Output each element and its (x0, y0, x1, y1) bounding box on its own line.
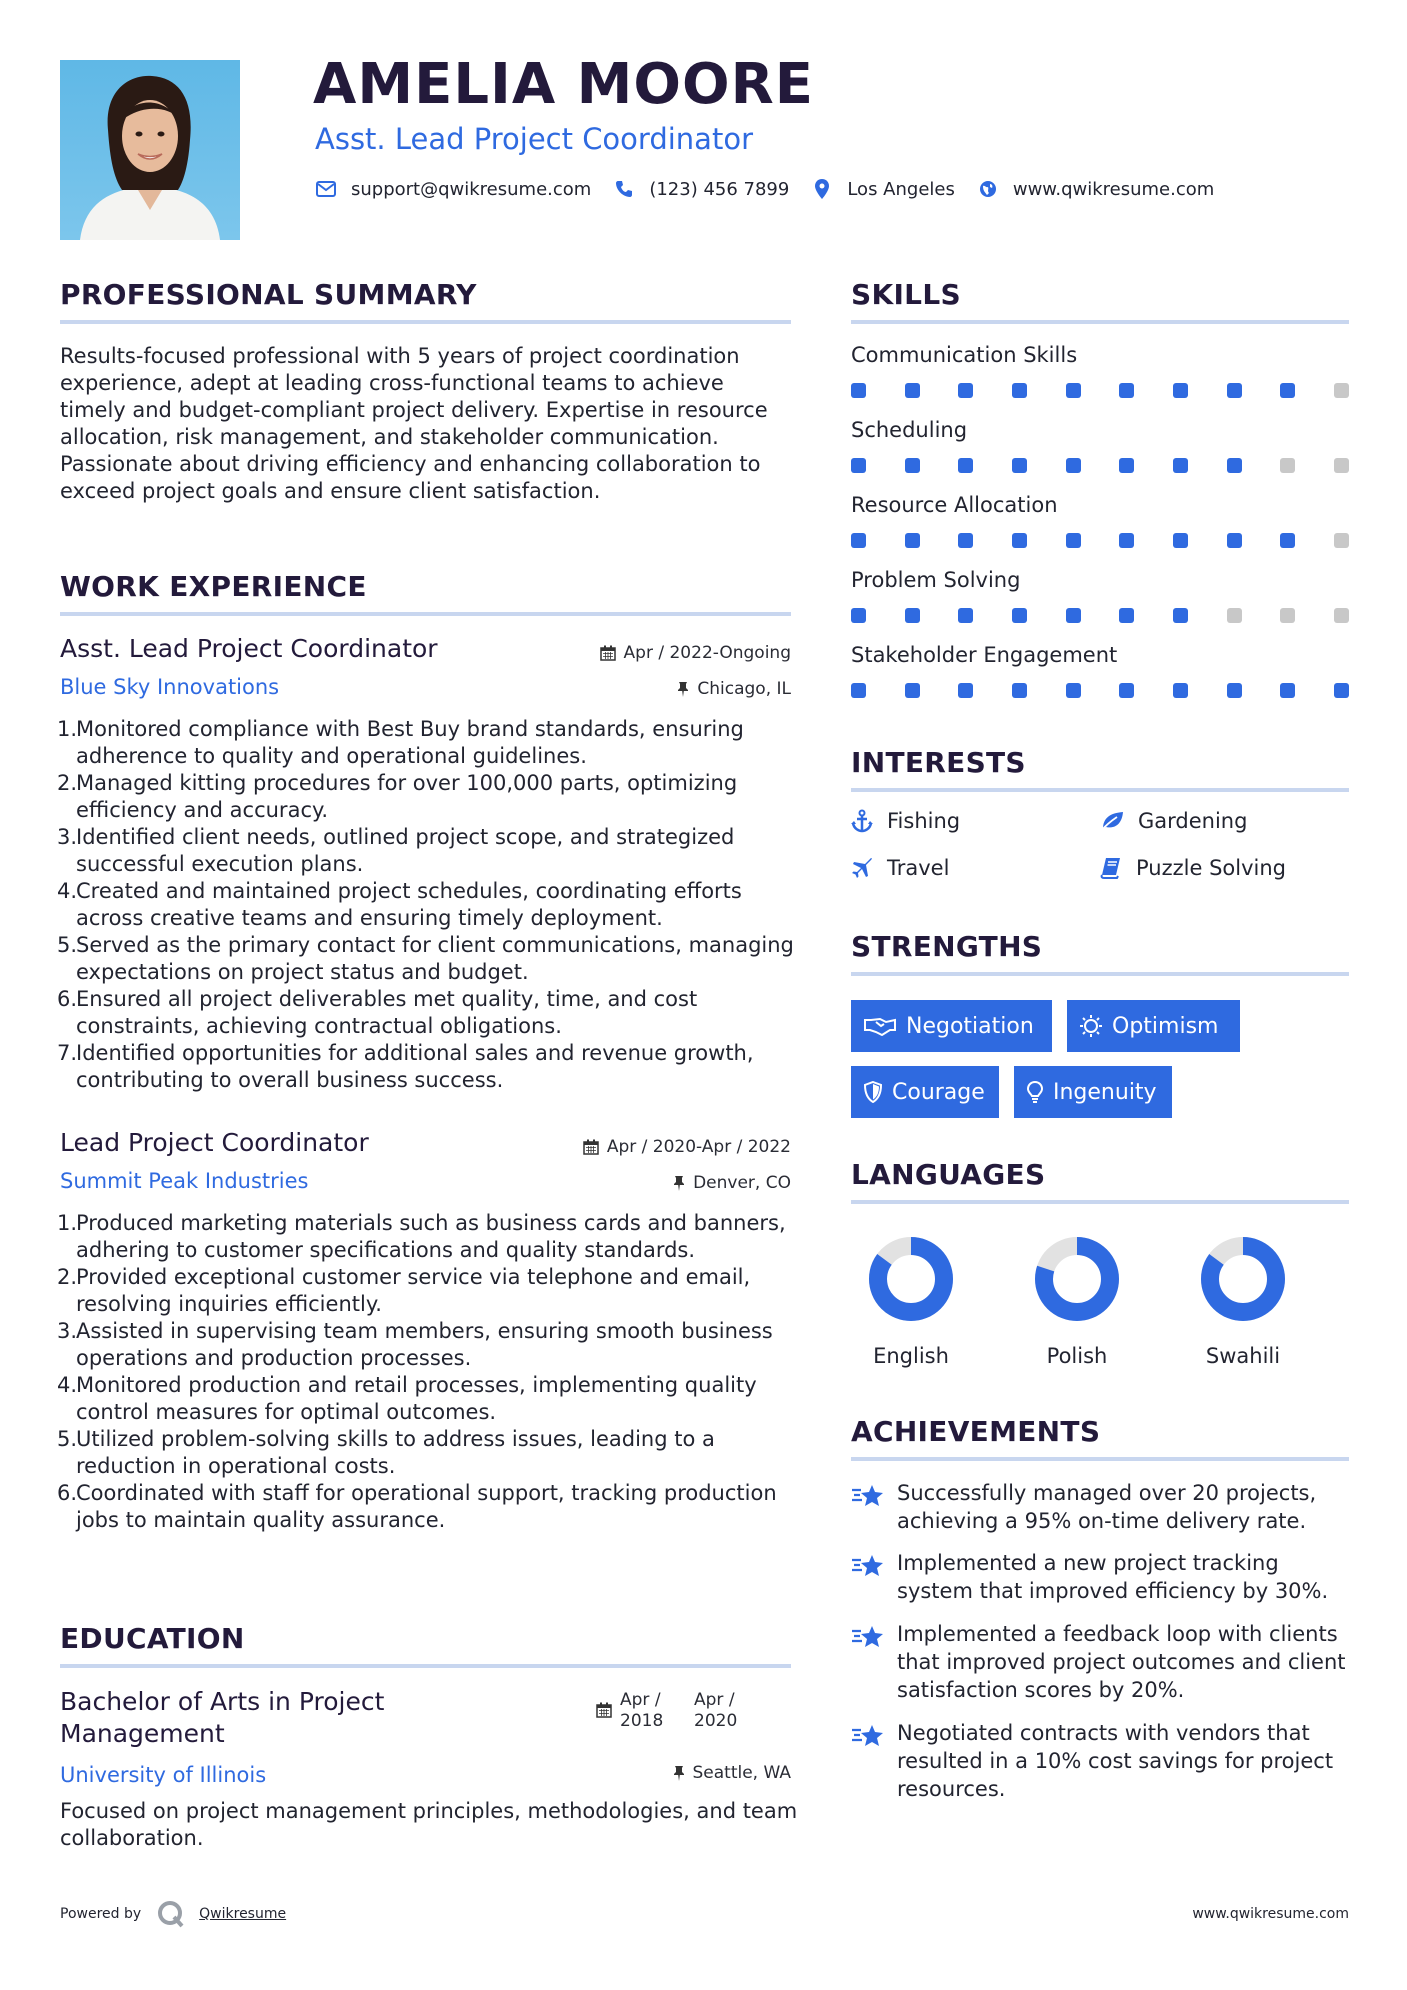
skill-dot (958, 533, 973, 548)
job-dates (583, 1137, 791, 1157)
footer-brand-link[interactable]: Qwikresume (199, 1906, 287, 1922)
list-item: 5. Utilized problem-solving skills to address issues, leading to a reduction in operational costs. (57, 1427, 715, 1478)
skill-dot (1334, 383, 1349, 398)
profile-photo (60, 60, 240, 240)
skill-dot (1227, 533, 1242, 548)
strength-badge: Negotiation (851, 1000, 1052, 1052)
language-ring (866, 1234, 956, 1324)
shooting-star-icon (851, 1482, 885, 1510)
job-dates-text: Apr / 2022-Ongoing (623, 643, 791, 663)
skill-rating (851, 683, 1349, 698)
leaf-icon (1100, 810, 1124, 832)
footer-powered-by: Powered by Qwikresume (60, 1900, 286, 1928)
language-ring (1198, 1234, 1288, 1324)
skill-dot (1119, 458, 1134, 473)
person-portrait-icon (60, 60, 240, 240)
list-item: 1. Monitored compliance with Best Buy brand standards, ensuring adherence to quality and operational guidelines. (57, 717, 744, 768)
skill-dot (1119, 533, 1134, 548)
interest-item: Puzzle Solving (1100, 856, 1286, 880)
calendar-icon (583, 1139, 599, 1155)
skill-rating (851, 533, 1349, 548)
skill-dot (851, 533, 866, 548)
skill-dot (1227, 458, 1242, 473)
skill-dot (1173, 608, 1188, 623)
list-item: 3. Assisted in supervising team members, ensuring smooth business operations and production processes. (57, 1319, 773, 1370)
achievement-item: Successfully managed over 20 projects, achieving a 95% on-time delivery rate. (851, 1479, 1356, 1535)
candidate-role: Asst. Lead Project Coordinator (315, 122, 753, 156)
strengths-title: STRENGTHS (851, 930, 1043, 963)
language-name: English (873, 1344, 949, 1368)
summary-text: Results-focused professional with 5 years of project coordination experience, adept at leading cross-functional teams to achieve timely and budget-compliant project delivery. Expertise in resource allocation, risk management, and stakeholder communication. Passionate about driving efficiency and enhancing collaboration to exceed project goals and ensure client satisfaction. (60, 344, 768, 503)
calendar-icon (596, 1702, 612, 1718)
skill-dot (905, 383, 920, 398)
skill-dot (958, 383, 973, 398)
skill-dot (1173, 383, 1188, 398)
list-item: 5. Served as the primary contact for client communications, managing expectations on project status and budget. (57, 933, 794, 984)
list-item: 2. Provided exceptional customer service via telephone and email, resolving inquiries efficiently. (57, 1265, 751, 1316)
skill-dot (1227, 608, 1242, 623)
skill-dot (1012, 608, 1027, 623)
list-item: 1. Produced marketing materials such as business cards and banners, adhering to customer specifications and quality standards. (57, 1211, 786, 1262)
handshake-icon (864, 1016, 896, 1036)
skill-dot (1119, 608, 1134, 623)
skill-dot (1280, 608, 1295, 623)
skill-dot (1119, 383, 1134, 398)
skill-dot (905, 533, 920, 548)
job-dates (600, 643, 791, 663)
skill-rating (851, 608, 1349, 623)
job-location (677, 679, 791, 699)
achievement-item: Implemented a feedback loop with clients that improved project outcomes and client satisfaction scores by 20%. (851, 1620, 1356, 1704)
skills-divider (851, 320, 1349, 324)
interest-item: Gardening (1100, 809, 1247, 833)
achievements-title: ACHIEVEMENTS (851, 1415, 1101, 1448)
job-company: Blue Sky Innovations (60, 675, 280, 699)
strengths-divider (851, 972, 1349, 976)
experience-divider (60, 612, 791, 616)
skill-dot (1334, 458, 1349, 473)
skill-dot (1334, 683, 1349, 698)
shooting-star-icon (851, 1552, 885, 1580)
summary-title: PROFESSIONAL SUMMARY (60, 278, 477, 311)
interests-title: INTERESTS (851, 746, 1026, 779)
education-title: EDUCATION (60, 1622, 245, 1655)
skill-dot (1280, 458, 1295, 473)
candidate-name: AMELIA MOORE (313, 52, 814, 117)
job-title: Lead Project Coordinator (60, 1128, 369, 1157)
qwikresume-logo-icon (157, 1900, 185, 1928)
contact-phone[interactable]: (123) 456 7899 (649, 178, 790, 200)
contact-location: Los Angeles (847, 178, 955, 200)
job-bullets (58, 1210, 800, 1534)
education-location-text: Seattle, WA (692, 1763, 791, 1783)
shield-icon (864, 1081, 882, 1103)
skill-dot (1334, 608, 1349, 623)
strength-badge: Ingenuity (1014, 1066, 1172, 1118)
skill-dot (1012, 683, 1027, 698)
interests-divider (851, 788, 1349, 792)
skill-name: Scheduling (851, 418, 968, 442)
skill-dot (1012, 458, 1027, 473)
list-item: 7. Identified opportunities for additional sales and revenue growth, contributing to overall business success. (57, 1041, 754, 1092)
job-location-text: Chicago, IL (697, 679, 791, 699)
skill-dot (1119, 683, 1134, 698)
skill-dot (1173, 533, 1188, 548)
shooting-star-icon (851, 1623, 885, 1651)
skill-dot (1227, 683, 1242, 698)
skill-dot (1280, 533, 1295, 548)
skill-dot (1012, 383, 1027, 398)
list-item: 6. Coordinated with staff for operational support, tracking production jobs to maintain quality assurance. (57, 1481, 777, 1532)
education-start: Apr / 2018 (620, 1690, 664, 1731)
skill-dot (1012, 533, 1027, 548)
contact-website[interactable]: www.qwikresume.com (1012, 178, 1215, 200)
skill-dot (851, 608, 866, 623)
phone-icon (613, 178, 635, 200)
envelope-icon (315, 178, 337, 200)
footer-site[interactable]: www.qwikresume.com (1192, 1906, 1349, 1922)
skill-dot (1066, 458, 1081, 473)
globe-icon (977, 178, 999, 200)
language-ring (1032, 1234, 1122, 1324)
interest-item: Fishing (851, 809, 960, 833)
lightbulb-icon (1027, 1081, 1043, 1103)
skill-dot (1066, 683, 1081, 698)
job-company: Summit Peak Industries (60, 1169, 309, 1193)
list-item: 2. Managed kitting procedures for over 100,000 parts, optimizing efficiency and accuracy. (57, 771, 738, 822)
shooting-star-icon (851, 1722, 885, 1750)
list-item: 6. Ensured all project deliverables met quality, time, and cost constraints, achieving contractual obligations. (57, 987, 698, 1038)
map-pin-icon (811, 178, 833, 200)
skill-dot (905, 458, 920, 473)
book-icon (1100, 857, 1122, 879)
calendar-icon (600, 645, 616, 661)
education-dates (596, 1690, 737, 1732)
skill-name: Resource Allocation (851, 493, 1058, 517)
education-location (673, 1763, 792, 1783)
sun-icon (1080, 1015, 1102, 1037)
skill-rating (851, 383, 1349, 398)
language-item (851, 1234, 971, 1368)
list-item: 4. Created and maintained project schedules, coordinating efforts across creative teams and ensuring timely deployment. (57, 879, 742, 930)
skill-dot (905, 683, 920, 698)
skill-name: Stakeholder Engagement (851, 643, 1118, 667)
language-item (1017, 1234, 1137, 1368)
languages-title: LANGUAGES (851, 1158, 1046, 1191)
job-dates-text: Apr / 2020-Apr / 2022 (606, 1137, 791, 1157)
pushpin-icon (673, 1765, 685, 1781)
summary-divider (60, 320, 791, 324)
degree-title: Bachelor of Arts in Project Management (60, 1687, 385, 1748)
skill-dot (1280, 683, 1295, 698)
skill-rating (851, 458, 1349, 473)
language-name: Swahili (1205, 1344, 1281, 1368)
skills-title: SKILLS (851, 278, 961, 311)
achievements-divider (851, 1457, 1349, 1461)
skill-dot (851, 458, 866, 473)
skill-dot (958, 458, 973, 473)
skill-dot (1280, 383, 1295, 398)
job-bullets (58, 716, 800, 1094)
interest-item: Travel (851, 856, 949, 880)
experience-title: WORK EXPERIENCE (60, 570, 367, 603)
airplane-icon (851, 857, 873, 879)
language-name: Polish (1046, 1344, 1108, 1368)
strength-badge: Optimism (1067, 1000, 1240, 1052)
skill-dot (1227, 383, 1242, 398)
pushpin-icon (673, 1175, 685, 1191)
skill-dot (1334, 533, 1349, 548)
job-location-text: Denver, CO (693, 1173, 791, 1193)
education-divider (60, 1664, 791, 1668)
contact-email[interactable]: support@qwikresume.com (351, 178, 592, 200)
job-location (673, 1173, 791, 1193)
languages-divider (851, 1200, 1349, 1204)
skill-dot (851, 383, 866, 398)
job-title: Asst. Lead Project Coordinator (60, 634, 438, 663)
skill-dot (851, 683, 866, 698)
strength-badge: Courage (851, 1066, 999, 1118)
skill-name: Communication Skills (851, 343, 1078, 367)
skill-dot (958, 608, 973, 623)
contact-row (315, 178, 1236, 200)
list-item: 4. Monitored production and retail processes, implementing quality control measures for optimal outcomes. (57, 1373, 757, 1424)
education-end: Apr / 2020 (694, 1690, 738, 1731)
anchor-icon (851, 809, 873, 833)
pushpin-icon (677, 681, 689, 697)
skill-dot (905, 608, 920, 623)
list-item: 3. Identified client needs, outlined project scope, and strategized successful execution plans. (57, 825, 735, 876)
skill-dot (1066, 608, 1081, 623)
skill-dot (1173, 683, 1188, 698)
skill-dot (1173, 458, 1188, 473)
education-description: Focused on project management principles, methodologies, and team collaboration. (60, 1799, 798, 1850)
achievement-item: Negotiated contracts with vendors that resulted in a 10% cost savings for project resources. (851, 1719, 1356, 1803)
skill-dot (1066, 533, 1081, 548)
skill-dot (1066, 383, 1081, 398)
skill-name: Problem Solving (851, 568, 1021, 592)
achievement-item: Implemented a new project tracking system that improved efficiency by 30%. (851, 1549, 1356, 1605)
language-item (1183, 1234, 1303, 1368)
skill-dot (958, 683, 973, 698)
school-name: University of Illinois (60, 1763, 267, 1787)
